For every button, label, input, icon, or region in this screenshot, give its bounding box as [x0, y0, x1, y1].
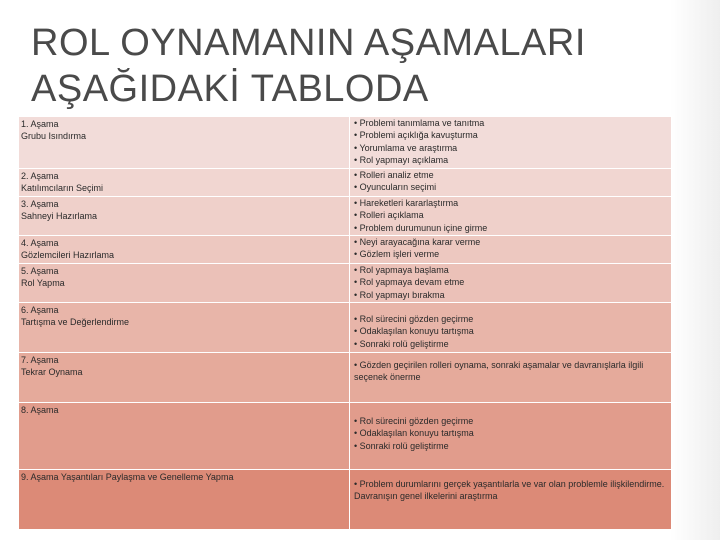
table-row	[19, 169, 672, 197]
stage-name-cell	[19, 353, 350, 403]
table-row	[19, 303, 672, 353]
activity-item: • Problemi açıklığa kavuşturma	[354, 130, 478, 141]
activity-item: • Rolleri açıklama	[354, 210, 424, 221]
stage-name-cell	[19, 263, 350, 302]
stage-name-cell	[19, 403, 350, 470]
activity-item: • Rol sürecini gözden geçirme	[354, 416, 474, 427]
stage-number: 2. Aşama	[21, 171, 59, 181]
stage-activities-cell	[350, 403, 672, 470]
activity-item: • Gözlem işleri verme	[354, 249, 440, 260]
stage-name-cell	[19, 236, 350, 264]
table-row	[19, 353, 672, 403]
activity-item: • Gözden geçirilen rolleri oynama, sonraki aşamalar ve davranışlarla ilgili seçenek önerme	[354, 360, 644, 383]
table-row	[19, 196, 672, 235]
activity-item: • Sonraki rolü geliştirme	[354, 338, 449, 349]
activity-item: • Problem durumlarını gerçek yaşantılarla ve var olan problemle ilişkilendirme. Davranışın genel ilkelerini araştırma	[354, 479, 665, 502]
slide-title: ROL OYNAMANIN AŞAMALARI AŞAĞIDAKİ TABLODA	[31, 22, 586, 110]
activity-item: • Rolleri analiz etme	[354, 170, 434, 180]
stage-number: 5. Aşama	[21, 265, 59, 276]
stage-name-cell	[19, 303, 350, 353]
stage-title: Katılımcıların Seçimi	[21, 183, 104, 194]
stage-title: Tartışma ve Değerlendirme	[21, 317, 130, 328]
stage-number: 4. Aşama	[21, 238, 59, 249]
stage-activities-cell	[350, 169, 672, 197]
stage-number: 9. Aşama Yaşantıları Paylaşma ve Genelleme Yapma	[21, 472, 234, 483]
activity-item: • Problemi tanımlama ve tanıtma	[354, 118, 485, 128]
activity-item: • Sonraki rolü geliştirme	[354, 440, 449, 451]
table-row	[19, 236, 672, 264]
stage-title: Gözlemcileri Hazırlama	[21, 250, 115, 261]
activity-item: • Rol yapmaya başlama	[354, 264, 449, 275]
activity-item: • Neyi arayacağına karar verme	[354, 237, 481, 248]
stage-number: 6. Aşama	[21, 305, 59, 316]
table-row	[19, 117, 672, 169]
stage-number: 7. Aşama	[21, 355, 59, 366]
stage-activities-cell	[350, 470, 672, 530]
stage-name-cell	[19, 196, 350, 235]
activity-item: • Rol yapmayı bırakma	[354, 289, 445, 300]
stage-title: Grubu Isındırma	[21, 131, 87, 142]
stage-activities-cell	[350, 236, 672, 264]
activity-item: • Yorumlama ve araştırma	[354, 142, 458, 153]
stage-activities-cell	[350, 303, 672, 353]
stage-activities-cell	[350, 117, 672, 169]
activity-item: • Hareketleri kararlaştırma	[354, 197, 459, 208]
stage-number: 1. Aşama	[21, 119, 59, 129]
stages-table	[18, 116, 672, 530]
stage-name-cell	[19, 169, 350, 197]
stage-number: 3. Aşama	[21, 198, 59, 209]
stage-activities-cell	[350, 196, 672, 235]
activity-item: • Rol sürecini gözden geçirme	[354, 314, 474, 325]
table-row	[19, 403, 672, 470]
table-row	[19, 470, 672, 530]
activity-item: • Problem durumunun içine girme	[354, 222, 488, 233]
stage-activities-cell	[350, 263, 672, 302]
stage-activities-cell	[350, 353, 672, 403]
activity-item: • Rol yapmayı açıklama	[354, 155, 449, 166]
stage-number: 8. Aşama	[21, 405, 59, 416]
stage-name-cell	[19, 470, 350, 530]
activity-item: • Odaklaşılan konuyu tartışma	[354, 428, 474, 439]
table-row	[19, 263, 672, 302]
stage-title: Tekrar Oynama	[21, 367, 83, 378]
activity-item: • Rol yapmaya devam etme	[354, 277, 465, 288]
activity-item: • Oyuncuların seçimi	[354, 182, 437, 193]
stage-title: Rol Yapma	[21, 278, 65, 289]
stage-name-cell	[19, 117, 350, 169]
stage-title: Sahneyi Hazırlama	[21, 211, 98, 222]
activity-item: • Odaklaşılan konuyu tartışma	[354, 326, 474, 337]
